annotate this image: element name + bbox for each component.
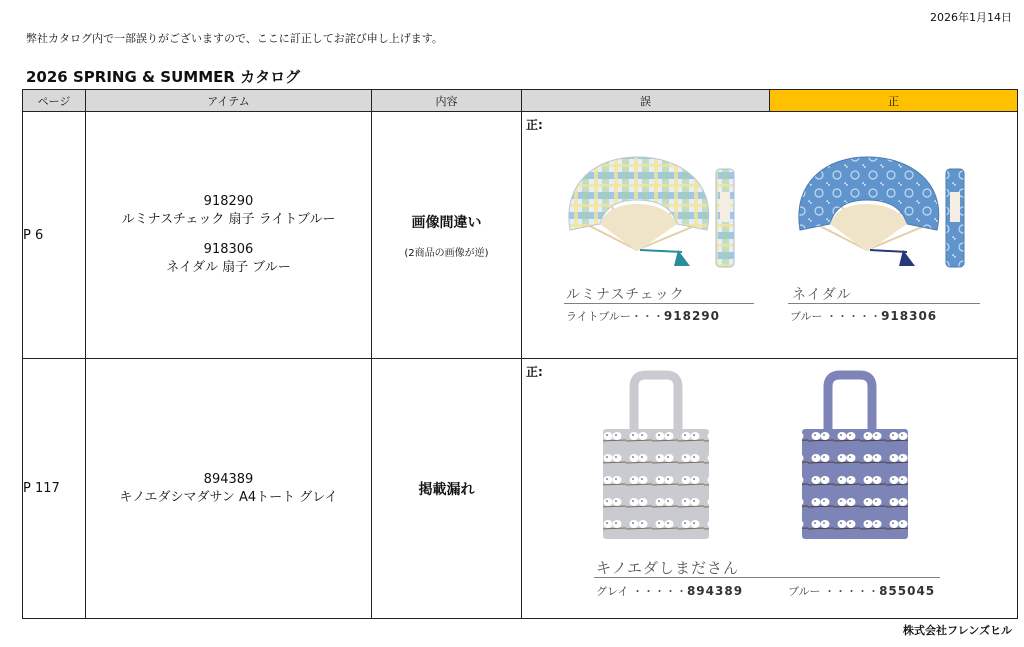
content-note: (2商品の画像が逆) bbox=[404, 247, 489, 259]
product-name: ネイダル bbox=[792, 287, 852, 303]
company-name: 株式会社フレンズヒル bbox=[903, 624, 1012, 637]
product-variant: グレイ ・・・・・ bbox=[596, 585, 687, 598]
product-variant: ブルー ・・・・・ bbox=[788, 585, 880, 598]
correct-label: 正: bbox=[526, 365, 543, 379]
product-variant: ブルー ・・・・・ bbox=[790, 310, 882, 323]
header-page: ページ bbox=[23, 90, 86, 112]
correct-image-cell bbox=[522, 359, 1018, 619]
product-code-line bbox=[566, 308, 720, 324]
notice-text: 弊社カタログ内で一部誤りがございますので、ここに訂正してお詫び申し上げます。 bbox=[26, 32, 443, 45]
correct-label: 正: bbox=[526, 118, 543, 132]
item-name: ルミナスチェック 扇子 ライトブルー bbox=[121, 212, 336, 227]
product-name: キノエダしまださん bbox=[596, 559, 739, 577]
blue-tote-bag bbox=[802, 375, 908, 539]
tote-products-image bbox=[522, 359, 1018, 618]
item-code: 918306 bbox=[203, 242, 254, 257]
luminous-check-fan bbox=[569, 157, 709, 266]
page-cell: P 117 bbox=[23, 359, 86, 619]
item-name: ネイダル 扇子 ブルー bbox=[166, 260, 291, 275]
page-cell: P 6 bbox=[23, 112, 86, 359]
errata-table bbox=[22, 89, 1018, 619]
content-text: 画像間違い bbox=[411, 214, 482, 231]
content-cell bbox=[372, 359, 522, 619]
product-code-line bbox=[790, 308, 937, 324]
product-code: 918290 bbox=[663, 309, 721, 323]
product-name: ルミナスチェック bbox=[566, 287, 685, 303]
product-code: 894389 bbox=[686, 584, 744, 598]
header-content: 内容 bbox=[372, 90, 522, 112]
product-code-line bbox=[596, 583, 743, 599]
catalog-title: 2026 SPRING & SUMMER カタログ bbox=[26, 68, 301, 86]
item-cell bbox=[86, 112, 372, 359]
product-code: 855045 bbox=[879, 584, 936, 598]
product-underline bbox=[564, 303, 754, 304]
date: 2026年1月14日 bbox=[930, 11, 1012, 24]
item-name: キノエダシマダサン A4トート グレイ bbox=[119, 489, 338, 505]
header-item: アイテム bbox=[86, 90, 372, 112]
product-code: 918306 bbox=[881, 309, 938, 323]
content-cell bbox=[372, 112, 522, 359]
nadal-case bbox=[946, 169, 964, 267]
nadal-fan bbox=[799, 157, 939, 266]
header-wrong: 誤 bbox=[522, 90, 770, 112]
product-code-line bbox=[788, 583, 935, 599]
table-header-row bbox=[23, 90, 1018, 112]
item-cell bbox=[86, 359, 372, 619]
gray-tote-bag bbox=[603, 375, 709, 539]
table-row bbox=[23, 359, 1018, 619]
luminous-check-case bbox=[716, 169, 734, 267]
product-variant: ライトブルー・・・ bbox=[566, 310, 664, 323]
item-code: 918290 bbox=[203, 194, 254, 209]
correct-image-cell bbox=[522, 112, 1018, 359]
content-text: 掲載漏れ bbox=[418, 481, 475, 498]
table-row bbox=[23, 112, 1018, 359]
item-code: 894389 bbox=[203, 471, 254, 487]
header-correct: 正 bbox=[770, 90, 1018, 112]
product-underline bbox=[788, 303, 980, 304]
product-underline bbox=[594, 577, 940, 578]
